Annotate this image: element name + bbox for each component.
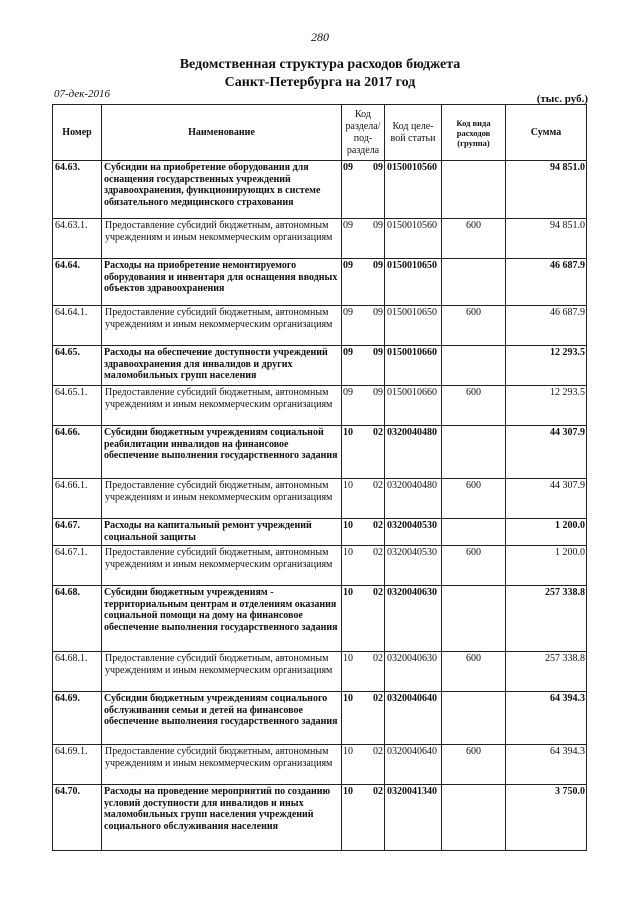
- row-kind-code: 600: [442, 306, 506, 346]
- subsection-code: 02: [373, 587, 383, 598]
- row-kind-code: [442, 586, 506, 652]
- row-target-code: 0320040640: [385, 745, 442, 785]
- row-target-code: 0150010650: [385, 306, 442, 346]
- section-code: 09: [343, 220, 353, 231]
- document-title: [0, 56, 640, 92]
- row-number: 64.67.: [53, 519, 102, 546]
- row-name: Субсидии бюджетным учреждениям - территориальным центрам и отделениям оказания социальной помощи на дому на финансовое обеспечение выполнения государственного задания: [102, 586, 342, 652]
- row-sum: 1 200.0: [506, 519, 587, 546]
- section-code: 09: [343, 162, 353, 173]
- row-name: Расходы на приобретение немонтируемого оборудования и инвентаря для оснащения вводных объектов здравоохранения: [102, 259, 342, 306]
- row-number: 64.67.1.: [53, 546, 102, 586]
- header-number: Номер: [53, 105, 102, 161]
- subsection-code: 09: [373, 260, 383, 271]
- row-number: 64.63.: [53, 161, 102, 219]
- row-section: [342, 386, 385, 426]
- row-name: Расходы на проведение мероприятий по созданию условий доступности для инвалидов и иных маломобильных групп населения учреждений социального обслуживания населения: [102, 785, 342, 851]
- budget-table: [52, 104, 587, 851]
- section-code: 10: [343, 427, 353, 438]
- row-section: [342, 519, 385, 546]
- row-sum: 1 200.0: [506, 546, 587, 586]
- subsection-code: 02: [373, 746, 383, 757]
- row-number: 64.69.1.: [53, 745, 102, 785]
- row-name: Предоставление субсидий бюджетным, автономным учреждениям и иным некоммерческим организациям: [102, 219, 342, 259]
- row-target-code: 0150010660: [385, 386, 442, 426]
- row-sum: 44 307.9: [506, 479, 587, 519]
- row-section: [342, 219, 385, 259]
- section-code: 10: [343, 653, 353, 664]
- row-section: [342, 785, 385, 851]
- table-row: [53, 426, 587, 479]
- subsection-code: 02: [373, 520, 383, 531]
- section-code: 10: [343, 746, 353, 757]
- subsection-code: 09: [373, 162, 383, 173]
- row-section: [342, 546, 385, 586]
- row-kind-code: 600: [442, 219, 506, 259]
- row-section: [342, 259, 385, 306]
- row-target-code: 0150010560: [385, 219, 442, 259]
- row-sum: 3 750.0: [506, 785, 587, 851]
- row-number: 64.65.1.: [53, 386, 102, 426]
- row-number: 64.69.: [53, 692, 102, 745]
- subsection-code: 02: [373, 693, 383, 704]
- row-sum: 94 851.0: [506, 219, 587, 259]
- table-row: [53, 346, 587, 386]
- row-kind-code: [442, 519, 506, 546]
- row-sum: 64 394.3: [506, 692, 587, 745]
- row-kind-code: [442, 692, 506, 745]
- subsection-code: 02: [373, 480, 383, 491]
- table-row: [53, 652, 587, 692]
- row-target-code: 0320040530: [385, 546, 442, 586]
- row-number: 64.65.: [53, 346, 102, 386]
- row-kind-code: 600: [442, 745, 506, 785]
- section-code: 10: [343, 480, 353, 491]
- section-code: 09: [343, 260, 353, 271]
- row-sum: 46 687.9: [506, 259, 587, 306]
- row-section: [342, 745, 385, 785]
- row-name: Расходы на капитальный ремонт учреждений социальной защиты: [102, 519, 342, 546]
- subsection-code: 02: [373, 786, 383, 797]
- row-target-code: 0320040530: [385, 519, 442, 546]
- header-target: Код целе-вой статьи: [385, 105, 442, 161]
- row-kind-code: 600: [442, 386, 506, 426]
- row-sum: 94 851.0: [506, 161, 587, 219]
- row-name: Расходы на обеспечение доступности учреждений здравоохранения для инвалидов и других маломобильных групп населения: [102, 346, 342, 386]
- table-row: [53, 546, 587, 586]
- row-section: [342, 692, 385, 745]
- table-row: [53, 479, 587, 519]
- row-kind-code: [442, 259, 506, 306]
- row-sum: 12 293.5: [506, 386, 587, 426]
- row-kind-code: 600: [442, 546, 506, 586]
- section-code: 10: [343, 786, 353, 797]
- row-target-code: 0320040480: [385, 426, 442, 479]
- row-number: 64.64.1.: [53, 306, 102, 346]
- page-number: 280: [311, 30, 329, 44]
- row-number: 64.68.1.: [53, 652, 102, 692]
- row-number: 64.66.: [53, 426, 102, 479]
- row-number: 64.68.: [53, 586, 102, 652]
- row-number: 64.64.: [53, 259, 102, 306]
- table-row: [53, 586, 587, 652]
- row-target-code: 0320040640: [385, 692, 442, 745]
- section-code: 09: [343, 347, 353, 358]
- table-row: [53, 161, 587, 219]
- table-row: [53, 386, 587, 426]
- row-name: Предоставление субсидий бюджетным, автономным учреждениям и иным некоммерческим организациям: [102, 652, 342, 692]
- row-name: Предоставление субсидий бюджетным, автономным учреждениям и иным некоммерческим организациям: [102, 386, 342, 426]
- row-section: [342, 652, 385, 692]
- table-row: [53, 259, 587, 306]
- title-line-1: Ведомственная структура расходов бюджета: [179, 57, 461, 72]
- header-sum: Сумма: [506, 105, 587, 161]
- section-code: 10: [343, 520, 353, 531]
- subsection-code: 02: [373, 653, 383, 664]
- row-section: [342, 426, 385, 479]
- row-sum: 257 338.8: [506, 652, 587, 692]
- header-name: Наименование: [102, 105, 342, 161]
- row-section: [342, 346, 385, 386]
- units-label: (тыс. руб.): [536, 93, 588, 105]
- table-row: [53, 306, 587, 346]
- section-code: 09: [343, 307, 353, 318]
- row-sum: 44 307.9: [506, 426, 587, 479]
- header-kind: Код вида расходов (группа): [442, 105, 506, 161]
- row-kind-code: 600: [442, 479, 506, 519]
- section-code: 10: [343, 693, 353, 704]
- row-name: Предоставление субсидий бюджетным, автономным учреждениям и иным некоммерческим организациям: [102, 479, 342, 519]
- row-name: Предоставление субсидий бюджетным, автономным учреждениям и иным некоммерческим организациям: [102, 745, 342, 785]
- header-section: Код раздела/ под-раздела: [342, 105, 385, 161]
- row-name: Предоставление субсидий бюджетным, автономным учреждениям и иным некоммерческим организациям: [102, 546, 342, 586]
- subsection-code: 02: [373, 547, 383, 558]
- row-target-code: 0320040480: [385, 479, 442, 519]
- row-number: 64.70.: [53, 785, 102, 851]
- row-target-code: 0320040630: [385, 652, 442, 692]
- row-sum: 46 687.9: [506, 306, 587, 346]
- row-target-code: 0320041340: [385, 785, 442, 851]
- table-row: [53, 692, 587, 745]
- section-code: 10: [343, 547, 353, 558]
- row-number: 64.66.1.: [53, 479, 102, 519]
- table-row: [53, 519, 587, 546]
- subsection-code: 09: [373, 220, 383, 231]
- row-name: Субсидии на приобретение оборудования для оснащения государственных учреждений здравоохранения, функционирующих в системе обязательного медицинского страхования: [102, 161, 342, 219]
- title-line-2: Санкт-Петербурга на 2017 год: [224, 75, 416, 90]
- row-sum: 257 338.8: [506, 586, 587, 652]
- section-code: 09: [343, 387, 353, 398]
- subsection-code: 09: [373, 307, 383, 318]
- row-section: [342, 306, 385, 346]
- row-sum: 64 394.3: [506, 745, 587, 785]
- subsection-code: 09: [373, 347, 383, 358]
- row-kind-code: [442, 346, 506, 386]
- row-target-code: 0150010660: [385, 346, 442, 386]
- row-kind-code: [442, 785, 506, 851]
- table-row: [53, 785, 587, 851]
- row-kind-code: [442, 161, 506, 219]
- table-row: [53, 219, 587, 259]
- row-kind-code: [442, 426, 506, 479]
- row-target-code: 0320040630: [385, 586, 442, 652]
- section-code: 10: [343, 587, 353, 598]
- document-date: 07-дек-2016: [54, 88, 111, 100]
- row-section: [342, 161, 385, 219]
- row-target-code: 0150010650: [385, 259, 442, 306]
- row-target-code: 0150010560: [385, 161, 442, 219]
- row-name: Предоставление субсидий бюджетным, автономным учреждениям и иным некоммерческим организациям: [102, 306, 342, 346]
- row-section: [342, 479, 385, 519]
- row-name: Субсидии бюджетным учреждениям социального обслуживания семьи и детей на финансовое обеспечение выполнения государственного задания: [102, 692, 342, 745]
- row-name: Субсидии бюджетным учреждениям социальной реабилитации инвалидов на финансовое обеспечение выполнения государственного задания: [102, 426, 342, 479]
- table-row: [53, 745, 587, 785]
- row-section: [342, 586, 385, 652]
- table-header-row: [53, 105, 587, 161]
- row-kind-code: 600: [442, 652, 506, 692]
- row-number: 64.63.1.: [53, 219, 102, 259]
- row-sum: 12 293.5: [506, 346, 587, 386]
- subsection-code: 02: [373, 427, 383, 438]
- subsection-code: 09: [373, 387, 383, 398]
